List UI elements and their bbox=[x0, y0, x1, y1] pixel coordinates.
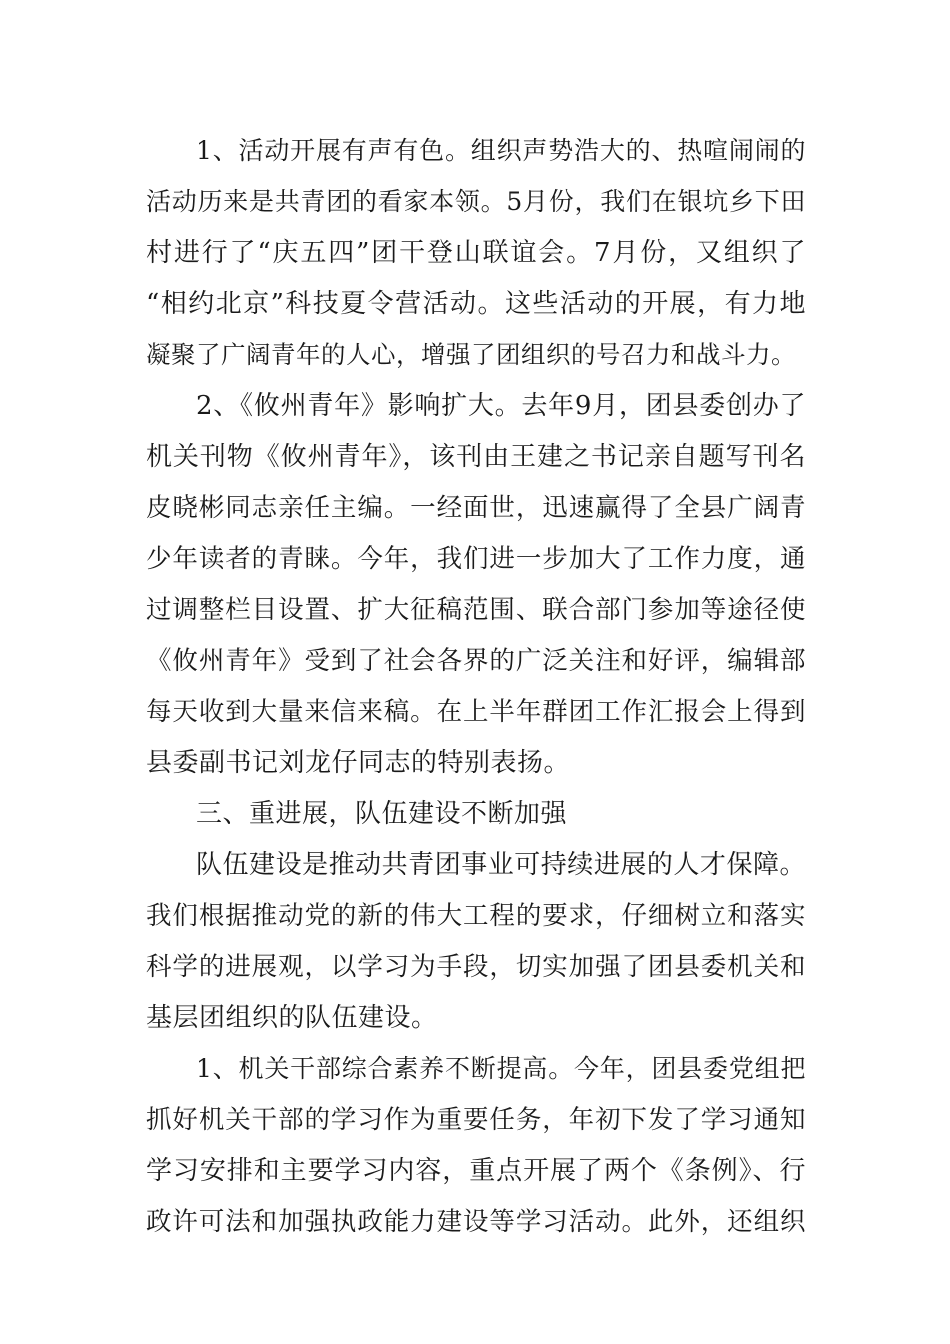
paragraph-line: 政许可法和加强执政能力建设等学习活动。此外，还组织 bbox=[146, 1207, 806, 1237]
paragraph-line: 皮晓彬同志亲任主编。一经面世，迅速赢得了全县广阔青 bbox=[146, 493, 806, 523]
paragraph-line: 学习安排和主要学习内容，重点开展了两个《条例》、行 bbox=[146, 1156, 806, 1186]
paragraph-line: 《攸州青年》受到了社会各界的广泛关注和好评，编辑部 bbox=[146, 646, 806, 676]
paragraph-line: 基层团组织的队伍建设。 bbox=[146, 1003, 438, 1033]
paragraph-line: 抓好机关干部的学习作为重要任务，年初下发了学习通知 bbox=[146, 1105, 806, 1135]
paragraph-line: 2、《攸州青年》影响扩大。去年9月，团县委创办了 bbox=[196, 391, 806, 421]
paragraph-line: 科学的进展观，以学习为手段，切实加强了团县委机关和 bbox=[146, 952, 806, 982]
paragraph-line: 县委副书记刘龙仔同志的特别表扬。 bbox=[146, 748, 571, 778]
paragraph-line: 1、机关干部综合素养不断提高。今年，团县委党组把 bbox=[196, 1054, 806, 1083]
paragraph-line: 队伍建设是推动共青团事业可持续进展的人才保障。 bbox=[196, 850, 806, 880]
paragraph-line: “相约北京”科技夏令营活动。这些活动的开展，有力地 bbox=[146, 289, 806, 319]
paragraph-line: 少年读者的青睐。今年，我们进一步加大了工作力度，通 bbox=[146, 544, 806, 574]
paragraph-line: 1、活动开展有声有色。组织声势浩大的、热喧闹闹的 bbox=[196, 136, 806, 165]
paragraph-line: 凝聚了广阔青年的人心，增强了团组织的号召力和战斗力。 bbox=[146, 340, 796, 369]
paragraph-line: 活动历来是共青团的看家本领。5月份，我们在银坑乡下田 bbox=[146, 187, 806, 216]
paragraph-line: 村进行了“庆五四”团干登山联谊会。7月份，又组织了 bbox=[146, 238, 806, 268]
paragraph-line: 机关刊物《攸州青年》，该刊由王建之书记亲自题写刊名 bbox=[146, 442, 806, 472]
paragraph-line: 过调整栏目设置、扩大征稿范围、联合部门参加等途径使 bbox=[146, 595, 806, 625]
section-heading: 三、重进展，队伍建设不断加强 bbox=[196, 799, 568, 829]
paragraph-line: 我们根据推动党的新的伟大工程的要求，仔细树立和落实 bbox=[146, 901, 806, 931]
paragraph-line: 每天收到大量来信来稿。在上半年群团工作汇报会上得到 bbox=[146, 697, 806, 727]
